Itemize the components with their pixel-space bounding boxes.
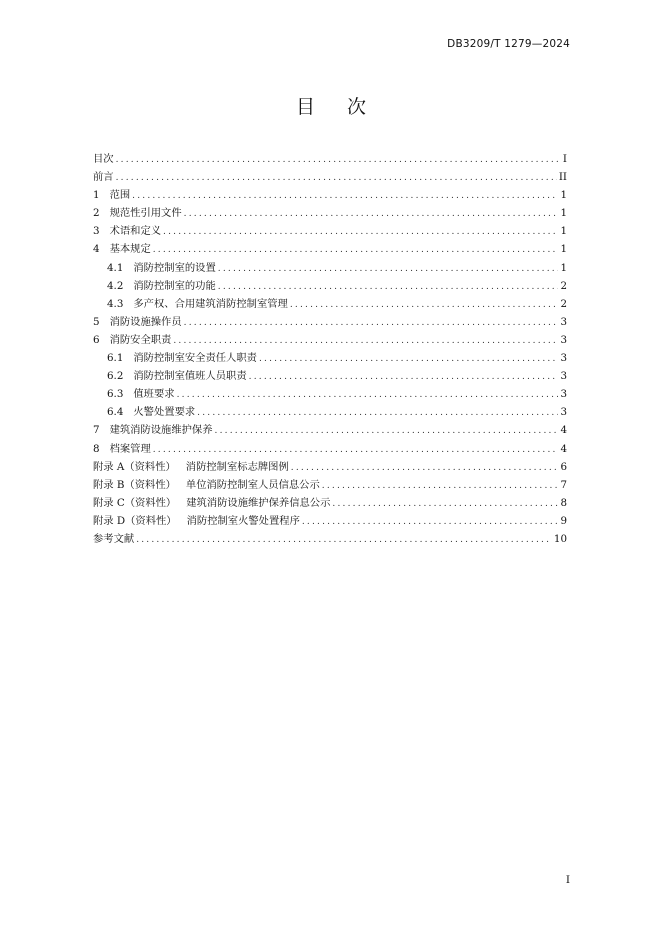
toc-entry-page: 10 bbox=[553, 532, 567, 545]
toc-entry[interactable] bbox=[93, 476, 567, 494]
toc-entry-title: 消防控制室值班人员职责 bbox=[133, 370, 247, 383]
toc-entry-number: 4 bbox=[93, 243, 100, 256]
title-char-2: 次 bbox=[347, 96, 367, 118]
toc-entry[interactable] bbox=[93, 277, 567, 295]
page-title bbox=[0, 92, 662, 119]
toc-entry-page: II bbox=[558, 171, 567, 184]
dot-leader bbox=[290, 296, 559, 314]
toc-entry-number: 附录 D（资料性） bbox=[93, 514, 177, 527]
toc-entry-number: 附录 A（资料性） bbox=[93, 460, 176, 473]
toc-entry-number: 4.2 bbox=[107, 279, 124, 292]
toc-entry-page: 4 bbox=[560, 424, 567, 437]
toc-entry-page: 3 bbox=[560, 388, 567, 401]
toc-entry-page: 3 bbox=[560, 333, 567, 346]
dot-leader bbox=[218, 260, 559, 278]
toc-entry-page: 1 bbox=[560, 189, 567, 202]
toc-entry-page: 3 bbox=[560, 370, 567, 383]
toc-entry-title: 前言 bbox=[93, 171, 114, 184]
dot-leader bbox=[184, 314, 559, 332]
toc-entry[interactable] bbox=[93, 458, 567, 476]
toc-entry-title: 消防控制室安全责任人职责 bbox=[133, 352, 257, 365]
toc-entry-number: 附录 C（资料性） bbox=[93, 496, 177, 509]
toc-entry[interactable] bbox=[93, 295, 567, 313]
dot-leader bbox=[184, 205, 559, 223]
toc-entry-page: 2 bbox=[560, 297, 567, 310]
toc-entry[interactable] bbox=[93, 331, 567, 349]
toc-entry-page: 4 bbox=[560, 442, 567, 455]
toc-entry-page: 1 bbox=[560, 261, 567, 274]
toc-entry[interactable] bbox=[93, 240, 567, 258]
toc-entry-number: 6.4 bbox=[107, 406, 124, 419]
toc-entry-title: 建筑消防设施维护保养信息公示 bbox=[186, 496, 331, 509]
toc-entry-number: 2 bbox=[93, 207, 100, 220]
toc-entry-page: 8 bbox=[560, 496, 567, 509]
dot-leader bbox=[173, 332, 558, 350]
toc-entry[interactable] bbox=[93, 421, 567, 439]
toc-entry-title: 规范性引用文件 bbox=[109, 207, 182, 220]
table-of-contents bbox=[93, 150, 567, 548]
toc-entry-title: 消防控制室火警处置程序 bbox=[186, 514, 300, 527]
toc-entry-number: 7 bbox=[93, 424, 100, 437]
toc-entry-title: 建筑消防设施维护保养 bbox=[109, 424, 213, 437]
toc-entry[interactable] bbox=[93, 349, 567, 367]
dot-leader bbox=[291, 459, 559, 477]
toc-entry-title: 基本规定 bbox=[109, 243, 151, 256]
toc-entry[interactable] bbox=[93, 150, 567, 168]
dot-leader bbox=[177, 386, 559, 404]
toc-entry[interactable] bbox=[93, 222, 567, 240]
toc-entry-page: 6 bbox=[560, 460, 567, 473]
toc-entry-page: 7 bbox=[560, 478, 567, 491]
toc-entry-number: 8 bbox=[93, 442, 100, 455]
toc-entry-number: 3 bbox=[93, 225, 100, 238]
dot-leader bbox=[163, 223, 558, 241]
toc-entry[interactable] bbox=[93, 259, 567, 277]
dot-leader bbox=[215, 422, 559, 440]
toc-entry[interactable] bbox=[93, 313, 567, 331]
toc-entry-page: 1 bbox=[560, 225, 567, 238]
dot-leader bbox=[249, 368, 559, 386]
toc-entry-title: 参考文献 bbox=[93, 532, 135, 545]
toc-entry-page: 3 bbox=[560, 406, 567, 419]
toc-entry[interactable] bbox=[93, 204, 567, 222]
toc-entry-title: 目次 bbox=[93, 153, 114, 165]
dot-leader bbox=[153, 241, 559, 259]
dot-leader bbox=[116, 169, 557, 187]
toc-entry-title: 多产权、合用建筑消防控制室管理 bbox=[133, 297, 288, 310]
title-char-1: 目 bbox=[295, 96, 315, 118]
toc-entry-page: 3 bbox=[560, 315, 567, 328]
toc-entry-number: 4.1 bbox=[107, 261, 124, 274]
toc-entry[interactable] bbox=[93, 512, 567, 530]
toc-entry-number: 6.3 bbox=[107, 388, 124, 401]
dot-leader bbox=[218, 278, 559, 296]
toc-entry[interactable] bbox=[93, 494, 567, 512]
toc-entry-number: 6.1 bbox=[107, 352, 124, 365]
toc-entry[interactable] bbox=[93, 530, 567, 548]
toc-entry[interactable] bbox=[93, 385, 567, 403]
toc-entry[interactable] bbox=[93, 403, 567, 421]
toc-entry-title: 值班要求 bbox=[133, 388, 175, 401]
toc-entry-page: 2 bbox=[560, 279, 567, 292]
toc-entry-title: 单位消防控制室人员信息公示 bbox=[185, 478, 320, 491]
standard-number: DB3209/T 1279—2024 bbox=[447, 38, 570, 50]
toc-entry-title: 消防控制室的设置 bbox=[133, 261, 216, 274]
toc-entry-title: 消防安全职责 bbox=[109, 333, 172, 346]
dot-leader bbox=[132, 187, 558, 205]
toc-entry-title: 消防控制室标志牌图例 bbox=[185, 460, 289, 473]
toc-entry-title: 消防控制室的功能 bbox=[133, 279, 216, 292]
toc-entry-title: 术语和定义 bbox=[109, 225, 162, 238]
dot-leader bbox=[116, 151, 561, 169]
toc-entry-page: 1 bbox=[560, 243, 567, 256]
toc-entry-page: I bbox=[562, 153, 567, 165]
toc-entry-number: 6.2 bbox=[107, 370, 124, 383]
toc-entry[interactable] bbox=[93, 367, 567, 385]
dot-leader bbox=[259, 350, 558, 368]
toc-entry-title: 范围 bbox=[109, 189, 131, 202]
toc-entry-number: 5 bbox=[93, 315, 100, 328]
toc-entry[interactable] bbox=[93, 168, 567, 186]
toc-entry-title: 火警处置要求 bbox=[133, 406, 196, 419]
toc-entry-title: 消防设施操作员 bbox=[109, 315, 182, 328]
dot-leader bbox=[332, 495, 558, 513]
dot-leader bbox=[322, 477, 559, 495]
toc-entry-page: 9 bbox=[560, 514, 567, 527]
page-number: I bbox=[565, 874, 570, 886]
dot-leader bbox=[302, 513, 559, 531]
toc-entry[interactable] bbox=[93, 186, 567, 204]
dot-leader bbox=[153, 441, 559, 459]
toc-entry-number: 6 bbox=[93, 333, 100, 346]
dot-leader bbox=[197, 404, 558, 422]
toc-entry-number: 附录 B（资料性） bbox=[93, 478, 176, 491]
dot-leader bbox=[136, 531, 552, 549]
toc-entry-page: 3 bbox=[560, 352, 567, 365]
toc-entry-title: 档案管理 bbox=[109, 442, 151, 455]
toc-entry-page: 1 bbox=[560, 207, 567, 220]
toc-entry[interactable] bbox=[93, 440, 567, 458]
toc-entry-number: 4.3 bbox=[107, 297, 124, 310]
toc-entry-number: 1 bbox=[93, 189, 100, 202]
